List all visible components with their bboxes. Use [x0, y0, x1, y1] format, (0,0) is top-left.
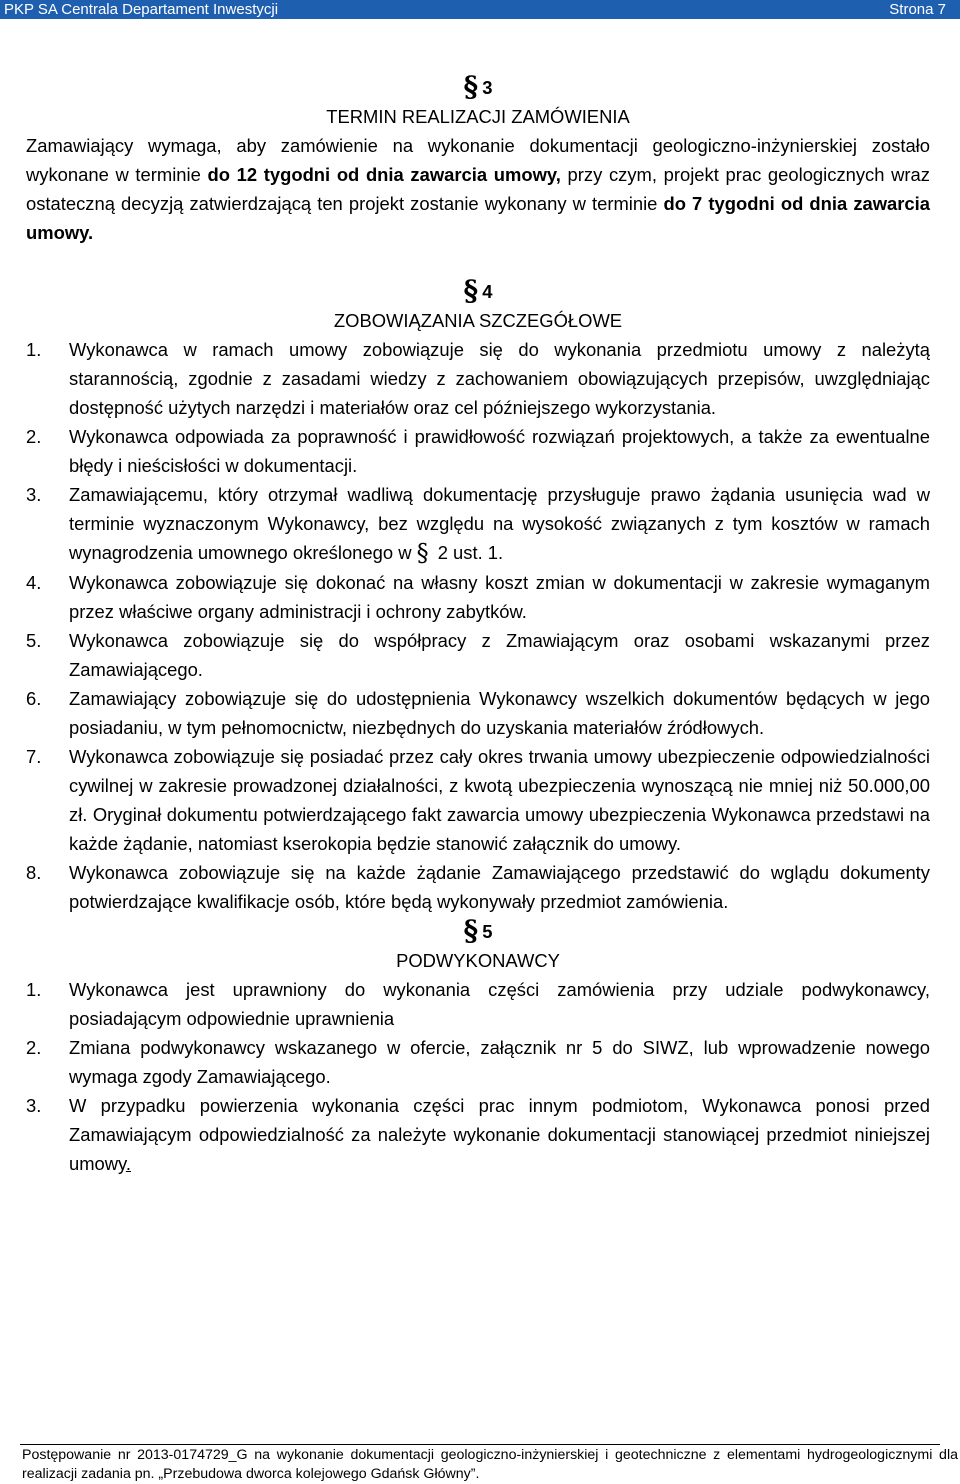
- item-text: Wykonawca zobowiązuje się posiadać przez cały okres trwania umowy ubezpieczenie odpowiedzialności cywilnej w zakresie prowadzonej działalności, z kwotą ubezpieczenia wynoszącą nie mniej niż 50.000,00 zł. Oryginał dokumentu potwierdzającego fakt zawarcia umowy ubezpieczenia Wykonawca przedstawi na każde żądanie, natomiast kserokopia będzie stanowić załącznik do umowy.: [69, 746, 930, 854]
- item-number: 8.: [26, 862, 42, 883]
- item-text: Zamawiający zobowiązuje się do udostępnienia Wykonawcy wszelkich dokumentów będących w jego posiadaniu, w tym pełnomocnictw, niezbędnych do uzyskania materiałów źródłowych.: [69, 688, 930, 738]
- list-item: [26, 742, 930, 858]
- item-text: 2 ust. 1.: [432, 542, 504, 563]
- item-text: Wykonawca zobowiązuje się dokonać na własny koszt zmian w dokumentacji w zakresie wymaganym przez właściwe organy administracji i ochrony zabytków.: [69, 572, 930, 622]
- item-text: .: [125, 1153, 132, 1174]
- obligations-list: [26, 335, 930, 916]
- section-number: 3: [482, 77, 493, 98]
- page-header: [0, 0, 960, 19]
- item-text: Wykonawca zobowiązuje się na każde żądanie Zamawiającego przedstawić do wglądu dokumenty potwierdzające kwalifikacje osób, które będą wykonywały przedmiot zamówienia.: [69, 862, 930, 912]
- section-title: ZOBOWIĄZANIA SZCZEGÓŁOWE: [333, 310, 623, 331]
- section-number: 5: [482, 921, 493, 942]
- item-text: Wykonawca jest uprawniony do wykonania części zamówienia przy udziale podwykonawcy, posiadającym odpowiednie uprawnienia: [69, 979, 930, 1029]
- item-number: 4.: [26, 572, 42, 593]
- list-item: [26, 568, 930, 626]
- list-item: [26, 684, 930, 742]
- section-3-heading: [26, 72, 930, 102]
- list-item: [26, 858, 930, 916]
- document-body: [26, 72, 930, 1178]
- item-number: 1.: [26, 979, 42, 1000]
- page-footer: Postępowanie nr 2013-0174729_G na wykonanie dokumentacji geologiczno-inżynierskiej i geotechniczne z elementami hydrogeologicznymi dla realizacji zadania pn. „Przebudowa dworca kolejowego Gdańsk Główny”.: [22, 1447, 958, 1482]
- item-text: Zamawiającemu, który otrzymał wadliwą dokumentację przysługuje prawo żądania usunięcia wad w terminie wyznaczonym Wykonawcy, bez względu na wysokość związanych z tym kosztów w ramach wynagrodzenia umownego określonego w: [69, 484, 930, 563]
- list-item: [26, 422, 930, 480]
- paragraph-sign: §: [463, 274, 479, 307]
- bold-deadline: do 12 tygodni od dnia zawarcia umowy,: [207, 164, 561, 185]
- item-number: 2.: [26, 426, 42, 447]
- section-4-heading: [26, 276, 930, 306]
- section-5-heading: [26, 916, 930, 946]
- text-run: przy czym, projekt prac geologicznych wraz ostateczną decyzją zatwierdzającą ten projekt zostanie wykonany w terminie: [26, 164, 930, 214]
- item-number: 1.: [26, 339, 42, 360]
- item-text: W przypadku powierzenia wykonania części prac innym podmiotom, Wykonawca ponosi przed Zamawiającym odpowiedzialność za należyte wykonanie dokumentacji stanowiącej przedmiot niniejszej umowy: [69, 1095, 930, 1174]
- section-title: PODWYKONAWCY: [396, 950, 560, 971]
- bold-deadline: do 7 tygodni od dnia zawarcia umowy.: [26, 193, 930, 243]
- list-item: [26, 1033, 930, 1091]
- subcontractors-list: [26, 975, 930, 1178]
- paragraph-sign: §: [416, 539, 429, 567]
- text-run: Zamawiający wymaga, aby zamówienie na wykonanie dokumentacji geologiczno-inżynierskiej zostało wykonane w terminie: [26, 135, 930, 185]
- list-item: [26, 975, 930, 1033]
- item-text: Zmiana podwykonawcy wskazanego w ofercie, załącznik nr 5 do SIWZ, lub wprowadzenie nowego wymaga zgody Zamawiającego.: [69, 1037, 930, 1087]
- list-item: [26, 480, 930, 568]
- item-number: 7.: [26, 746, 42, 767]
- paragraph-sign: §: [463, 70, 479, 103]
- list-item: [26, 335, 930, 422]
- item-number: 5.: [26, 630, 42, 651]
- list-item: [26, 626, 930, 684]
- footer-divider: [20, 1444, 940, 1445]
- item-text: Wykonawca w ramach umowy zobowiązuje się do wykonania przedmiotu umowy z należytą starannością, zgodnie z zasadami wiedzy z zachowaniem obowiązujących przepisów, uwzględniając dostępność użytych narzędzi i materiałów oraz cel późniejszego wykorzystania.: [69, 339, 930, 418]
- section-title: TERMIN REALIZACJI ZAMÓWIENIA: [326, 106, 630, 127]
- header-department: PKP SA Centrala Departament Inwestycji: [4, 1, 279, 18]
- item-text: Wykonawca zobowiązuje się do współpracy z Zmawiającym oraz osobami wskazanymi przez Zamawiającego.: [69, 630, 930, 680]
- list-item: [26, 1091, 930, 1178]
- section-3-paragraph: [26, 131, 930, 247]
- section-number: 4: [482, 281, 493, 302]
- paragraph-sign: §: [463, 914, 479, 947]
- item-number: 6.: [26, 688, 42, 709]
- item-number: 2.: [26, 1037, 42, 1058]
- item-number: 3.: [26, 484, 42, 505]
- item-number: 3.: [26, 1095, 42, 1116]
- header-page-number: Strona 7: [889, 1, 946, 18]
- item-text: Wykonawca odpowiada za poprawność i prawidłowość rozwiązań projektowych, a także za ewentualne błędy i nieścisłości w dokumentacji.: [69, 426, 930, 476]
